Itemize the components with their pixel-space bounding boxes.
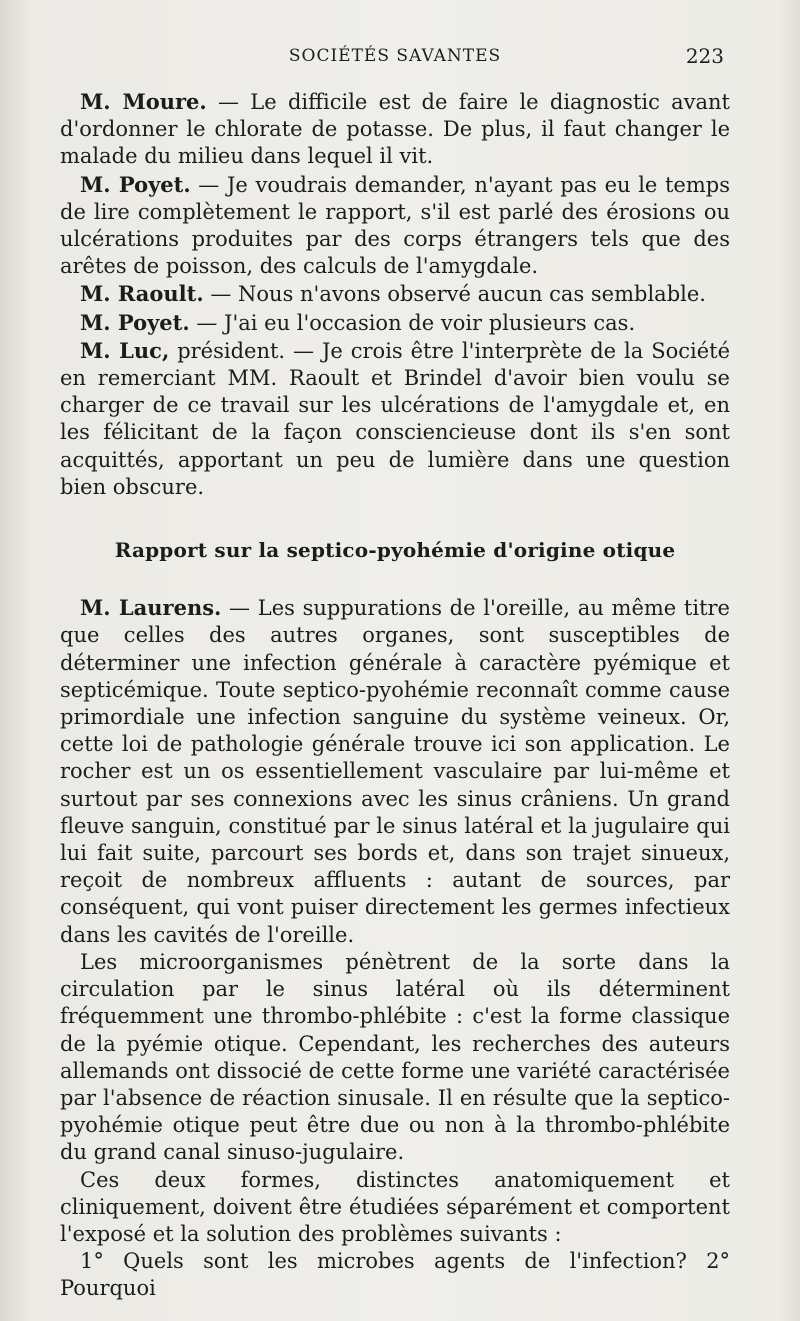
discussion-paragraph: [60, 309, 730, 337]
page-header: [60, 42, 730, 72]
running-title: SOCIÉTÉS SAVANTES: [288, 46, 502, 66]
speaker-name: M. Laurens.: [80, 595, 222, 621]
speaker-name: M. Poyet.: [80, 309, 190, 335]
discussion-paragraph: [60, 171, 730, 281]
report-paragraph: Ces deux formes, distinctes anatomiquement et cliniquement, doivent être étudiées séparément et comportent l'exposé et la solution des problèmes suivants :: [60, 1167, 730, 1246]
paragraph-text: — Les suppurations de l'oreille, au même titre que celles des autres organes, sont susceptibles de déterminer une infection générale à caractère pyémique et septicémique. Toute septico-pyohémie reconnaît comme cause primordiale une infection sanguine du système veineux. Or, cette loi de pathologie générale trouve ici son application. Le rocher est un os essentiellement vasculaire par lui-même et surtout par ses connexions avec les sinus crâniens. Un grand fleuve sanguin, constitué par le sinus latéral et la jugulaire qui lui fait suite, parcourt ses bords et, dans son trajet sinueux, reçoit de nombreux affluents : autant de sources, par conséquent, qui vont puiser directement les germes infectieux dans les cavités de l'oreille.: [60, 596, 730, 947]
discussion-paragraph: [60, 280, 730, 308]
report-paragraph: Les microorganismes pénètrent de la sorte dans la circulation par le sinus latéral où ils déterminent fréquemment une thrombo-phlébite : c'est la forme classique de la pyémie otique. Cependant, les recherches des auteurs allemands ont dissocié de cette forme une variété caractérisée par l'absence de réaction sinusale. Il en résulte que la septico-pyohémie otique peut être due ou non à la thrombo-phlébite du grand canal sinuso-jugulaire.: [60, 949, 730, 1165]
speaker-name: M. Moure.: [80, 89, 207, 114]
page-body: [60, 88, 730, 1303]
report-paragraph: [60, 594, 730, 949]
paragraph-text: — Je voudrais demander, n'ayant pas eu le temps de lire complètement le rapport, s'il est parlé des érosions ou ulcérations produites par des corps étrangers tels que des arêtes de poisson, des calculs de l'amygdale.: [60, 172, 730, 279]
page-number: 223: [685, 44, 724, 68]
speaker-name: M. Luc,: [80, 337, 170, 363]
discussion-paragraph: [60, 337, 730, 501]
speaker-name: M. Raoult.: [80, 281, 204, 307]
discussion-paragraph: [60, 88, 730, 171]
paragraph-text: — J'ai eu l'occasion de voir plusieurs cas.: [189, 310, 636, 335]
section-title: Rapport sur la septico-pyohémie d'origine otique: [114, 538, 676, 563]
report-paragraph: 1° Quels sont les microbes agents de l'infection? 2° Pourquoi: [60, 1249, 730, 1301]
paragraph-text: président. — Je crois être l'interprète de la Société en remerciant MM. Raoult et Brindel d'avoir bien voulu se charger de ce travail sur les ulcérations de l'amygdale et, en les félicitant de la façon consciencieuse dont ils s'en sont acquittés, apportant un peu de lumière dans une question bien obscure.: [60, 338, 730, 499]
paragraph-text: — Le difficile est de faire le diagnostic avant d'ordonner le chlorate de potasse. De plus, il faut changer le malade du milieu dans lequel il vit.: [60, 90, 730, 169]
speaker-name: M. Poyet.: [80, 171, 191, 197]
paragraph-text: — Nous n'avons observé aucun cas semblable.: [203, 282, 706, 307]
